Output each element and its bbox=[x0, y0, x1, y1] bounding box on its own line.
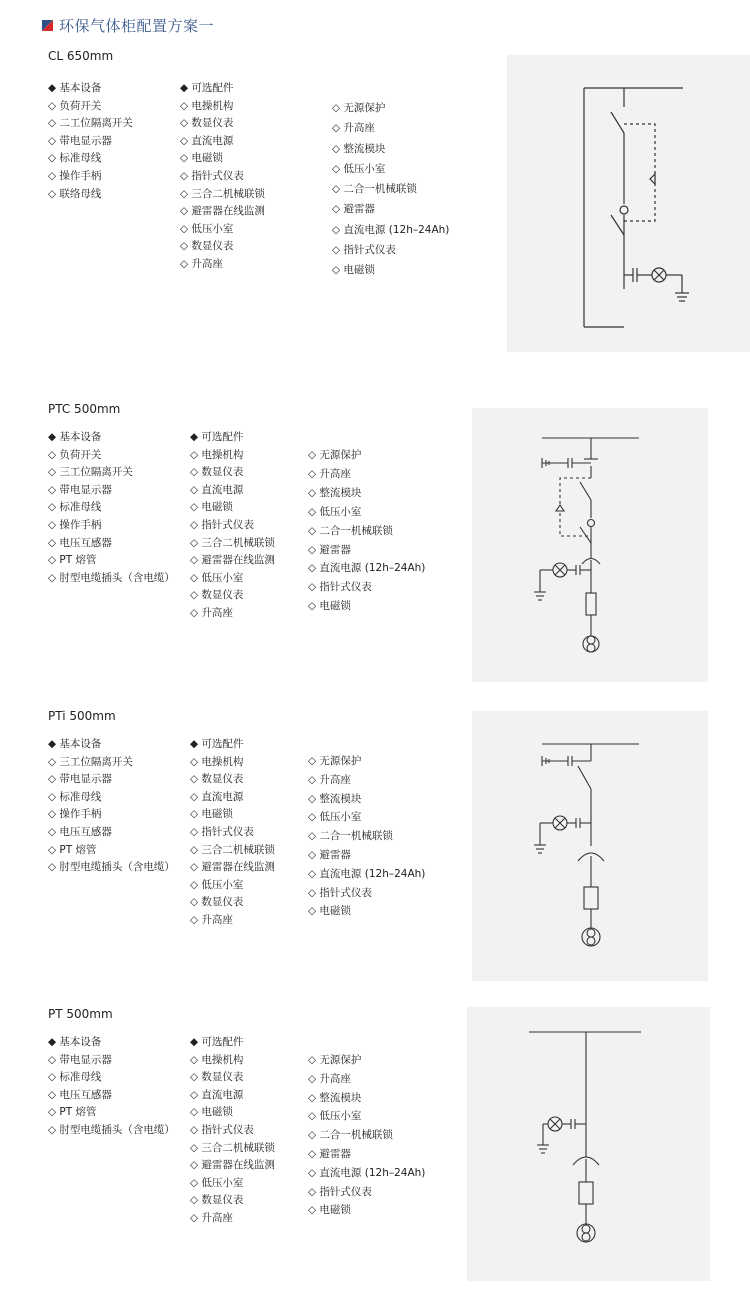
optional-item: ◇ 电磁锁 bbox=[180, 152, 223, 165]
basic-item: ◇ PT 熔管 bbox=[48, 1106, 97, 1119]
optional-item: ◇ 直流电源 bbox=[190, 483, 244, 496]
basic-item: ◇ 负荷开关 bbox=[48, 448, 102, 461]
extra-item: ◇ 无源保护 bbox=[308, 1054, 362, 1066]
optional-list bbox=[190, 429, 275, 623]
basic-item: ◇ 二工位隔离开关 bbox=[48, 117, 133, 130]
extra-item: ◇ 低压小室 bbox=[308, 1110, 362, 1123]
basic-list bbox=[48, 1034, 175, 1140]
title-mark-icon bbox=[42, 20, 53, 31]
extra-item: ◇ 直流电源 (12h–24Ah) bbox=[308, 867, 426, 880]
basic-item: ◇ 带电显示器 bbox=[48, 483, 112, 496]
basic-item: ◇ 三工位隔离开关 bbox=[48, 466, 133, 479]
optional-item: ◇ 三合二机械联锁 bbox=[190, 843, 275, 856]
optional-item: ◇ 升高座 bbox=[190, 913, 233, 926]
optional-item: ◇ 电操机构 bbox=[190, 755, 244, 768]
extra-item: ◇ 指针式仪表 bbox=[308, 581, 372, 594]
extra-item: ◇ 直流电源 (12h–24Ah) bbox=[332, 223, 450, 236]
optional-item: ◇ 电磁锁 bbox=[190, 808, 233, 821]
list-heading: ◆ 可选配件 bbox=[180, 82, 234, 94]
basic-item: ◇ 电压互感器 bbox=[48, 1088, 112, 1101]
wiring-diagram-panel bbox=[472, 408, 708, 682]
ptc-wiring-diagram bbox=[472, 408, 708, 682]
list-heading: ◆ 基本设备 bbox=[48, 738, 102, 750]
extra-item: ◇ 二合一机械联锁 bbox=[308, 524, 393, 537]
extra-item: ◇ 直流电源 (12h–24Ah) bbox=[308, 1166, 426, 1179]
model-title: CL 650mm bbox=[48, 49, 114, 63]
optional-item: ◇ 三合二机械联锁 bbox=[190, 1141, 275, 1154]
extra-item: ◇ 避雷器 bbox=[332, 203, 375, 216]
extra-item: ◇ 升高座 bbox=[332, 122, 375, 135]
model-title: PTC 500mm bbox=[48, 402, 121, 416]
wiring-diagram-panel bbox=[467, 1007, 710, 1281]
basic-item: ◇ 负荷开关 bbox=[48, 99, 102, 112]
list-heading: ◆ 可选配件 bbox=[190, 1036, 244, 1048]
extra-item: ◇ 无源保护 bbox=[332, 102, 386, 114]
basic-item: ◇ 肘型电缆插头（含电缆） bbox=[48, 861, 175, 874]
basic-item: ◇ 联络母线 bbox=[48, 187, 102, 200]
optional-item: ◇ 电操机构 bbox=[190, 448, 244, 461]
optional-item: ◇ 避雷器在线监测 bbox=[190, 1159, 275, 1172]
basic-item: ◇ 标准母线 bbox=[48, 790, 102, 803]
extra-list bbox=[308, 752, 425, 921]
optional-item: ◇ 数显仪表 bbox=[180, 117, 234, 130]
optional-item: ◇ 电操机构 bbox=[180, 99, 234, 112]
extra-item: ◇ 电磁锁 bbox=[308, 905, 351, 918]
optional-item: ◇ 指针式仪表 bbox=[180, 169, 244, 182]
optional-item: ◇ 升高座 bbox=[190, 606, 233, 619]
extra-item: ◇ 整流模块 bbox=[308, 792, 362, 805]
extra-item: ◇ 二合一机械联锁 bbox=[308, 1129, 393, 1142]
optional-item: ◇ 直流电源 bbox=[180, 134, 234, 147]
extra-item: ◇ 无源保护 bbox=[308, 755, 362, 767]
extra-list bbox=[308, 446, 425, 616]
list-heading: ◆ 基本设备 bbox=[48, 431, 102, 443]
pti-wiring-diagram bbox=[472, 711, 708, 981]
cl-wiring-diagram bbox=[507, 55, 750, 352]
wiring-diagram-panel bbox=[507, 55, 750, 352]
optional-item: ◇ 数显仪表 bbox=[190, 466, 244, 479]
optional-item: ◇ 指针式仪表 bbox=[190, 1123, 254, 1136]
extra-item: ◇ 二合一机械联锁 bbox=[332, 183, 417, 196]
model-title: PTi 500mm bbox=[48, 709, 116, 723]
optional-item: ◇ 数显仪表 bbox=[180, 240, 234, 253]
basic-item: ◇ 电压互感器 bbox=[48, 536, 112, 549]
model-title: PT 500mm bbox=[48, 1007, 113, 1021]
optional-item: ◇ 避雷器在线监测 bbox=[190, 861, 275, 874]
page-title: 环保气体柜配置方案一 bbox=[59, 16, 215, 35]
basic-item: ◇ PT 熔管 bbox=[48, 554, 97, 567]
extra-item: ◇ 无源保护 bbox=[308, 449, 362, 461]
optional-item: ◇ 升高座 bbox=[190, 1211, 233, 1224]
extra-item: ◇ 低压小室 bbox=[332, 162, 386, 175]
optional-item: ◇ 低压小室 bbox=[190, 878, 244, 891]
optional-item: ◇ 直流电源 bbox=[190, 1088, 244, 1101]
optional-item: ◇ 直流电源 bbox=[190, 790, 244, 803]
extra-item: ◇ 低压小室 bbox=[308, 505, 362, 518]
optional-item: ◇ 升高座 bbox=[180, 257, 223, 270]
basic-item: ◇ 操作手柄 bbox=[48, 169, 102, 182]
extra-item: ◇ 指针式仪表 bbox=[332, 244, 396, 257]
basic-item: ◇ 肘型电缆插头（含电缆） bbox=[48, 571, 175, 584]
optional-item: ◇ 数显仪表 bbox=[190, 896, 244, 909]
basic-item: ◇ 电压互感器 bbox=[48, 825, 112, 838]
extra-item: ◇ 电磁锁 bbox=[308, 1204, 351, 1217]
optional-item: ◇ 指针式仪表 bbox=[190, 518, 254, 531]
extra-item: ◇ 避雷器 bbox=[308, 848, 351, 861]
extra-item: ◇ 直流电源 (12h–24Ah) bbox=[308, 562, 426, 575]
extra-item: ◇ 指针式仪表 bbox=[308, 1185, 372, 1198]
extra-item: ◇ 避雷器 bbox=[308, 1147, 351, 1160]
optional-item: ◇ 电操机构 bbox=[190, 1053, 244, 1066]
basic-item: ◇ 带电显示器 bbox=[48, 773, 112, 786]
extra-item: ◇ 升高座 bbox=[308, 1072, 351, 1085]
basic-item: ◇ 操作手柄 bbox=[48, 518, 102, 531]
extra-item: ◇ 二合一机械联锁 bbox=[308, 830, 393, 843]
optional-item: ◇ 避雷器在线监测 bbox=[190, 554, 275, 567]
basic-list bbox=[48, 736, 175, 877]
basic-item: ◇ 三工位隔离开关 bbox=[48, 755, 133, 768]
optional-item: ◇ 三合二机械联锁 bbox=[190, 536, 275, 549]
extra-item: ◇ 电磁锁 bbox=[308, 600, 351, 613]
extra-item: ◇ 电磁锁 bbox=[332, 264, 375, 277]
optional-item: ◇ 数显仪表 bbox=[190, 589, 244, 602]
optional-item: ◇ 三合二机械联锁 bbox=[180, 187, 265, 200]
extra-list bbox=[308, 1051, 425, 1220]
basic-item: ◇ 带电显示器 bbox=[48, 134, 112, 147]
optional-item: ◇ 避雷器在线监测 bbox=[180, 205, 265, 218]
optional-item: ◇ 低压小室 bbox=[190, 1176, 244, 1189]
optional-item: ◇ 数显仪表 bbox=[190, 773, 244, 786]
optional-item: ◇ 低压小室 bbox=[180, 222, 234, 235]
optional-item: ◇ 低压小室 bbox=[190, 571, 244, 584]
basic-item: ◇ 带电显示器 bbox=[48, 1053, 112, 1066]
extra-item: ◇ 整流模块 bbox=[308, 486, 362, 499]
basic-list bbox=[48, 80, 133, 203]
basic-list bbox=[48, 429, 175, 587]
optional-item: ◇ 电磁锁 bbox=[190, 1106, 233, 1119]
extra-item: ◇ 低压小室 bbox=[308, 811, 362, 824]
extra-item: ◇ 整流模块 bbox=[332, 142, 386, 155]
basic-item: ◇ 操作手柄 bbox=[48, 808, 102, 821]
optional-list bbox=[190, 1034, 275, 1228]
optional-item: ◇ 电磁锁 bbox=[190, 501, 233, 514]
optional-item: ◇ 数显仪表 bbox=[190, 1071, 244, 1084]
extra-item: ◇ 升高座 bbox=[308, 467, 351, 480]
list-heading: ◆ 可选配件 bbox=[190, 431, 244, 443]
basic-item: ◇ PT 熔管 bbox=[48, 843, 97, 856]
basic-item: ◇ 肘型电缆插头（含电缆） bbox=[48, 1123, 175, 1136]
list-heading: ◆ 可选配件 bbox=[190, 738, 244, 750]
extra-item: ◇ 指针式仪表 bbox=[308, 886, 372, 899]
extra-item: ◇ 避雷器 bbox=[308, 543, 351, 556]
optional-item: ◇ 数显仪表 bbox=[190, 1194, 244, 1207]
wiring-diagram-panel bbox=[472, 711, 708, 981]
extra-list bbox=[332, 98, 449, 281]
extra-item: ◇ 整流模块 bbox=[308, 1091, 362, 1104]
optional-item: ◇ 指针式仪表 bbox=[190, 825, 254, 838]
list-heading: ◆ 基本设备 bbox=[48, 1036, 102, 1048]
optional-list bbox=[180, 80, 265, 274]
extra-item: ◇ 升高座 bbox=[308, 773, 351, 786]
basic-item: ◇ 标准母线 bbox=[48, 152, 102, 165]
optional-list bbox=[190, 736, 275, 930]
pt-wiring-diagram bbox=[467, 1007, 710, 1281]
list-heading: ◆ 基本设备 bbox=[48, 82, 102, 94]
basic-item: ◇ 标准母线 bbox=[48, 501, 102, 514]
page-header bbox=[42, 14, 214, 36]
basic-item: ◇ 标准母线 bbox=[48, 1071, 102, 1084]
